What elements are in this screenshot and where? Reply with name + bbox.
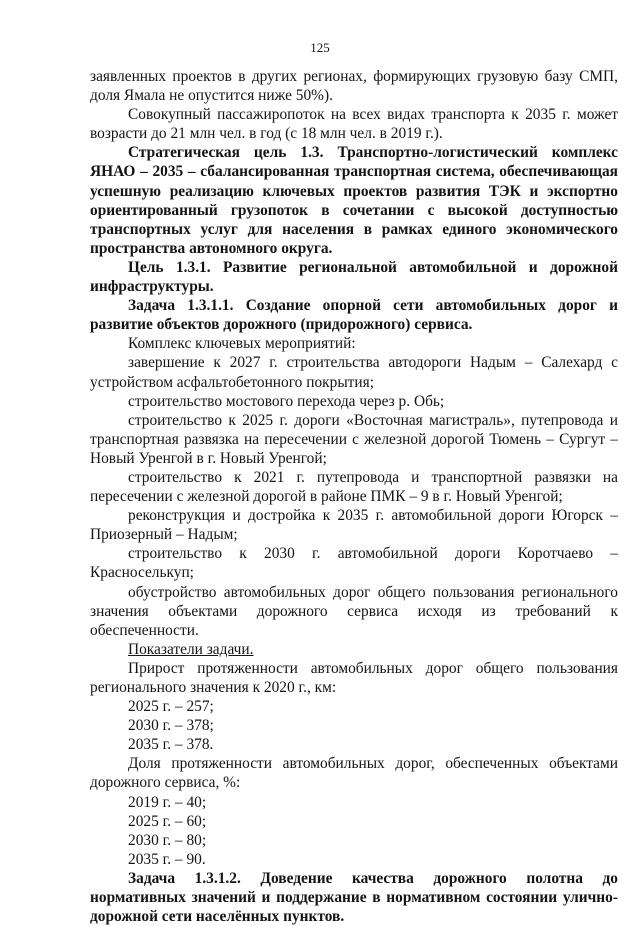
list-item: строительство мостового перехода через р. Обь; bbox=[128, 392, 445, 410]
list-item: строительство к 2030 г. автомобильной дороги Коротчаево – Красноселькуп; bbox=[90, 545, 618, 582]
list-item: обустройство автомобильных дорог общего пользования регионального значения объектами дорожного сервиса исходя из требований к обеспеченности. bbox=[90, 583, 618, 639]
indicator-value: 2035 г. – 378. bbox=[128, 736, 214, 754]
task-heading: Задача 1.3.1.2. Доведение качества дорожного полотна до нормативных значений и поддержание в нормативном состоянии улично-дорожной сети населённых пунктов. bbox=[90, 869, 618, 926]
list-item: реконструкция и достройка к 2035 г. автомобильной дороги Югорск – Приозерный – Надым; bbox=[90, 507, 618, 544]
indicator-value: 2030 г. – 378; bbox=[128, 717, 214, 735]
body-text bbox=[90, 67, 618, 926]
indicator-value: 2025 г. – 60; bbox=[128, 812, 207, 830]
indicator-value: 2030 г. – 80; bbox=[128, 831, 207, 849]
measures-intro: Комплекс ключевых мероприятий: bbox=[128, 335, 356, 353]
indicator-value: 2019 г. – 40; bbox=[128, 793, 207, 811]
indicators-heading bbox=[90, 640, 618, 659]
page-number: 125 bbox=[310, 40, 330, 55]
task-heading: Задача 1.3.1.1. Создание опорной сети автомобильных дорог и развитие объектов дорожного (придорожного) сервиса. bbox=[90, 297, 618, 334]
indicator-road-growth: Прирост протяженности автомобильных дорог общего пользования регионального значения к 2020 г., км: bbox=[90, 659, 618, 696]
goal-heading: Цель 1.3.1. Развитие региональной автомобильной и дорожной инфраструктуры. bbox=[90, 258, 618, 296]
paragraph-continuation: заявленных проектов в других регионах, формирующих грузовую базу СМП, доля Ямала не опустится ниже 50%). bbox=[90, 68, 618, 105]
indicator-value: 2025 г. – 257; bbox=[128, 698, 214, 716]
indicator-service-share: Доля протяженности автомобильных дорог, обеспеченных объектами дорожного сервиса, %: bbox=[90, 755, 618, 792]
list-item: строительство к 2021 г. путепровода и транспортной развязки на пересечении с железной дорогой в районе ПМК – 9 в г. Новый Уренгой; bbox=[90, 468, 618, 506]
indicators-heading-text: Показатели задачи. bbox=[128, 640, 254, 658]
list-item: строительство к 2025 г. дороги «Восточная магистраль», путепровода и транспортная развязка на пересечении с железной дорогой Тюмень – Сургут – Новый Уренгой в г. Новый Уренгой; bbox=[90, 411, 618, 467]
strategic-goal-heading: Стратегическая цель 1.3. Транспортно-логистический комплекс ЯНАО – 2035 – сбалансированная транспортная система, обеспечивающая успешную реализацию ключевых проектов развития ТЭК и экспортно ориентированный грузопоток в сочетании с высокой доступностью транспортных услуг для населения в рамках единого экономического пространства автономного округа. bbox=[90, 144, 618, 257]
indicator-value: 2035 г. – 90. bbox=[128, 850, 206, 868]
list-item: завершение к 2027 г. строительства автодороги Надым – Салехард с устройством асфальтобетонного покрытия; bbox=[90, 354, 618, 391]
paragraph-passenger-traffic: Совокупный пассажиропоток на всех видах транспорта к 2035 г. может возрасти до 21 млн чел. в год (с 18 млн чел. в 2019 г.). bbox=[90, 106, 618, 143]
